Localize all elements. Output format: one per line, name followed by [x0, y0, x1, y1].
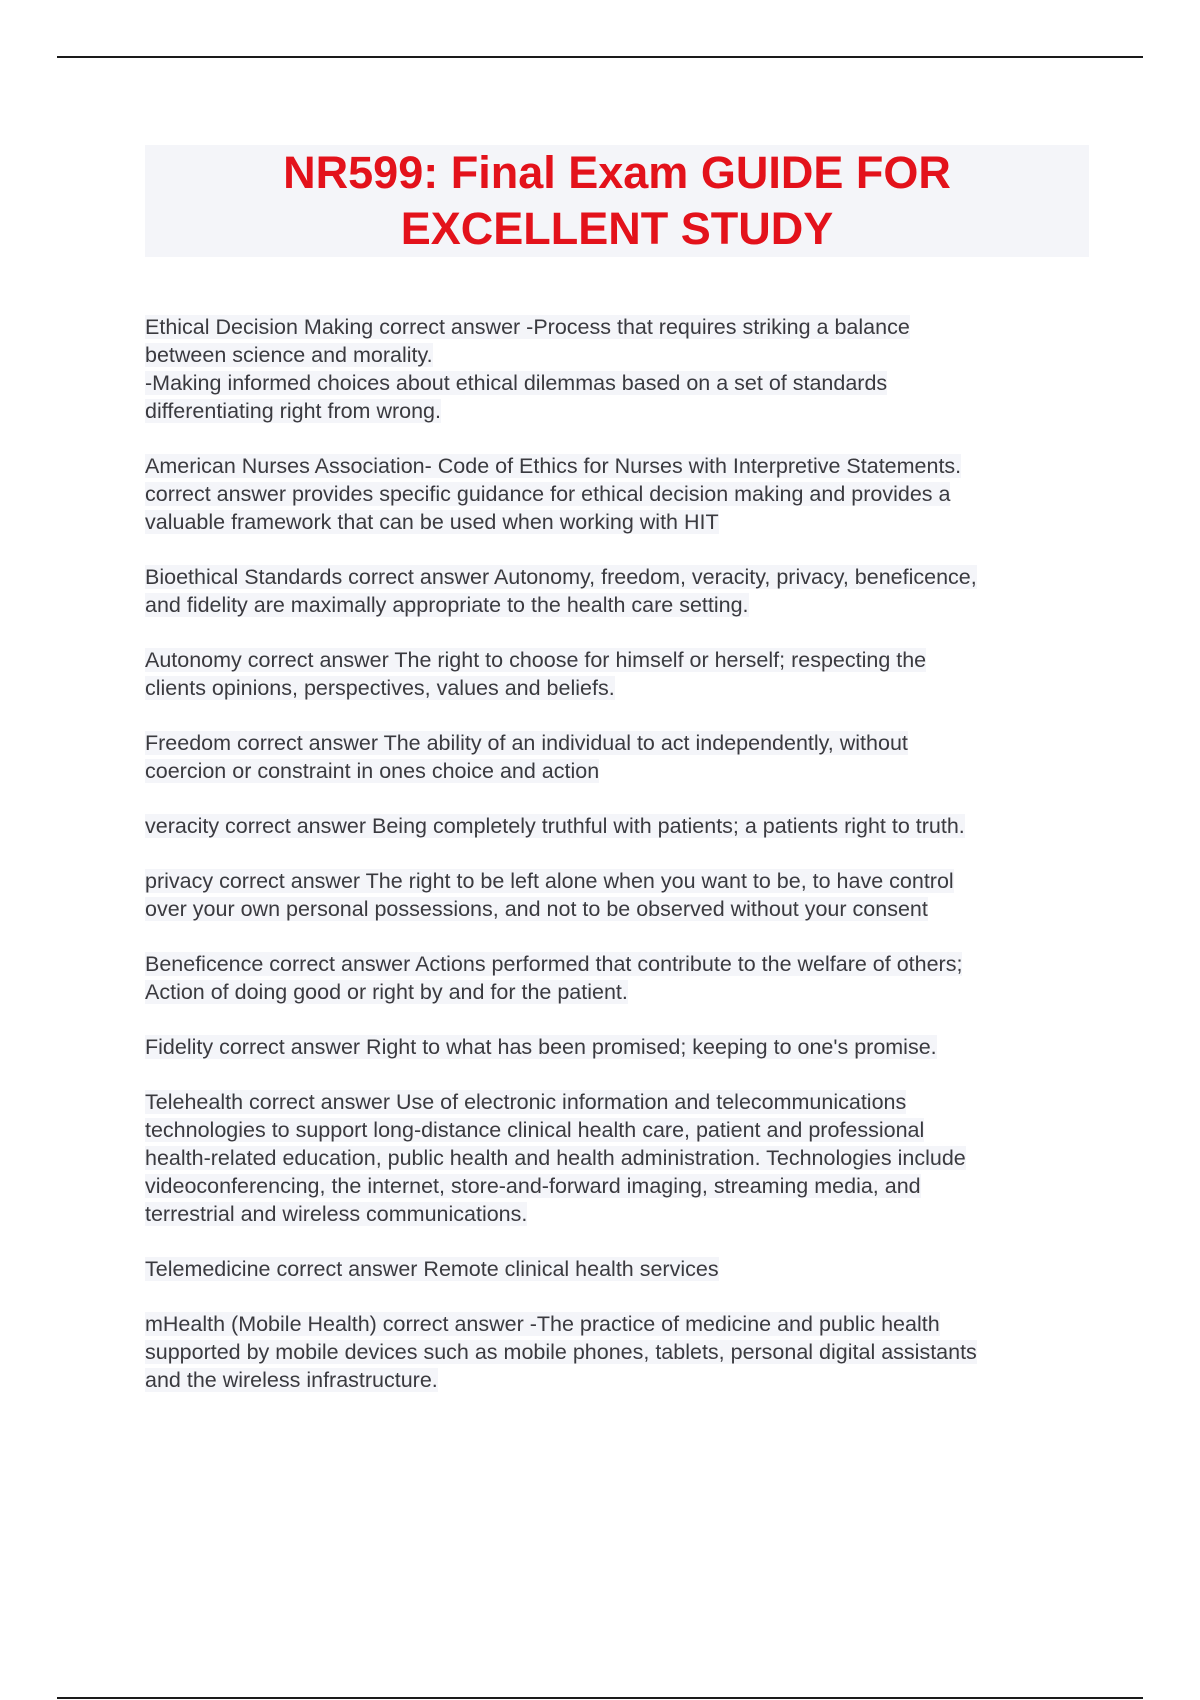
entry-line: [145, 1310, 1095, 1338]
entry-line: [145, 1144, 1095, 1172]
entry-line: [145, 1033, 1095, 1061]
entry-line-text: Telemedicine correct answer Remote clinical health services: [145, 1257, 719, 1281]
entry-line: [145, 867, 1095, 895]
entry-line-text: and fidelity are maximally appropriate to the health care setting.: [145, 593, 749, 617]
entry-line: [145, 508, 1095, 536]
entry-line-text: American Nurses Association- Code of Ethics for Nurses with Interpretive Statements.: [145, 454, 962, 478]
entry-line: [145, 1172, 1095, 1200]
entry-line-text: Telehealth correct answer Use of electronic information and telecommunications: [145, 1090, 907, 1114]
entry-line-text: veracity correct answer Being completely truthful with patients; a patients right to truth.: [145, 814, 965, 838]
title-line: EXCELLENT STUDY: [400, 203, 834, 254]
entry-line-text: clients opinions, perspectives, values and beliefs.: [145, 676, 615, 700]
entry-line: [145, 397, 1095, 425]
entry-line: [145, 563, 1095, 591]
entry-line: [145, 1088, 1095, 1116]
study-entry: [145, 950, 1095, 1006]
study-entry: [145, 1310, 1095, 1394]
entry-line-text: between science and morality.: [145, 343, 433, 367]
entry-line-text: Freedom correct answer The ability of an individual to act independently, without: [145, 731, 908, 755]
study-entry: [145, 1088, 1095, 1228]
study-entry: [145, 646, 1095, 702]
bottom-rule: [57, 1697, 1143, 1699]
study-entry: [145, 812, 1095, 840]
top-rule: [57, 56, 1143, 58]
entry-line-text: videoconferencing, the internet, store-and-forward imaging, streaming media, and: [145, 1174, 921, 1198]
entry-line-text: mHealth (Mobile Health) correct answer -The practice of medicine and public health: [145, 1312, 940, 1336]
study-entry: [145, 729, 1095, 785]
entry-line-text: differentiating right from wrong.: [145, 399, 441, 423]
study-entry: [145, 1033, 1095, 1061]
title-banner: [145, 145, 1089, 257]
entry-line: [145, 674, 1095, 702]
entry-line: [145, 369, 1095, 397]
entry-line-text: correct answer provides specific guidance for ethical decision making and provides a: [145, 482, 951, 506]
entry-line: [145, 480, 1095, 508]
entry-line: [145, 1255, 1095, 1283]
title-line: NR599: Final Exam GUIDE FOR: [283, 147, 951, 198]
entry-line: [145, 950, 1095, 978]
entry-line-text: and the wireless infrastructure.: [145, 1368, 438, 1392]
entry-line-text: terrestrial and wireless communications.: [145, 1202, 528, 1226]
entry-line: [145, 1338, 1095, 1366]
entry-line: [145, 1366, 1095, 1394]
entry-line-text: valuable framework that can be used when working with HIT: [145, 510, 719, 534]
study-entry: [145, 313, 1095, 425]
entry-line-text: over your own personal possessions, and not to be observed without your consent: [145, 897, 928, 921]
study-entry: [145, 1255, 1095, 1283]
entry-line-text: coercion or constraint in ones choice and action: [145, 759, 600, 783]
entry-line-text: technologies to support long-distance clinical health care, patient and professional: [145, 1118, 925, 1142]
entry-line: [145, 895, 1095, 923]
document-title: [283, 145, 951, 257]
entry-line-text: Ethical Decision Making correct answer -Process that requires striking a balance: [145, 315, 910, 339]
entry-line: [145, 757, 1095, 785]
entry-line: [145, 313, 1095, 341]
entry-line: [145, 729, 1095, 757]
entry-line: [145, 978, 1095, 1006]
entry-line: [145, 591, 1095, 619]
entry-line-text: Beneficence correct answer Actions performed that contribute to the welfare of others;: [145, 952, 963, 976]
entry-line-text: privacy correct answer The right to be left alone when you want to be, to have control: [145, 869, 954, 893]
entry-line-text: -Making informed choices about ethical dilemmas based on a set of standards: [145, 371, 888, 395]
entry-line: [145, 1116, 1095, 1144]
entry-line-text: supported by mobile devices such as mobile phones, tablets, personal digital assistants: [145, 1340, 977, 1364]
entry-line-text: Action of doing good or right by and for the patient.: [145, 980, 628, 1004]
study-entry: [145, 867, 1095, 923]
study-entries: [145, 313, 1095, 1421]
entry-line-text: Bioethical Standards correct answer Autonomy, freedom, veracity, privacy, beneficence,: [145, 565, 977, 589]
entry-line-text: Fidelity correct answer Right to what has been promised; keeping to one's promise.: [145, 1035, 937, 1059]
entry-line: [145, 812, 1095, 840]
study-entry: [145, 563, 1095, 619]
entry-line-text: Autonomy correct answer The right to choose for himself or herself; respecting the: [145, 648, 927, 672]
entry-line: [145, 1200, 1095, 1228]
study-entry: [145, 452, 1095, 536]
entry-line: [145, 646, 1095, 674]
entry-line: [145, 341, 1095, 369]
entry-line-text: health-related education, public health and health administration. Technologies include: [145, 1146, 966, 1170]
entry-line: [145, 452, 1095, 480]
